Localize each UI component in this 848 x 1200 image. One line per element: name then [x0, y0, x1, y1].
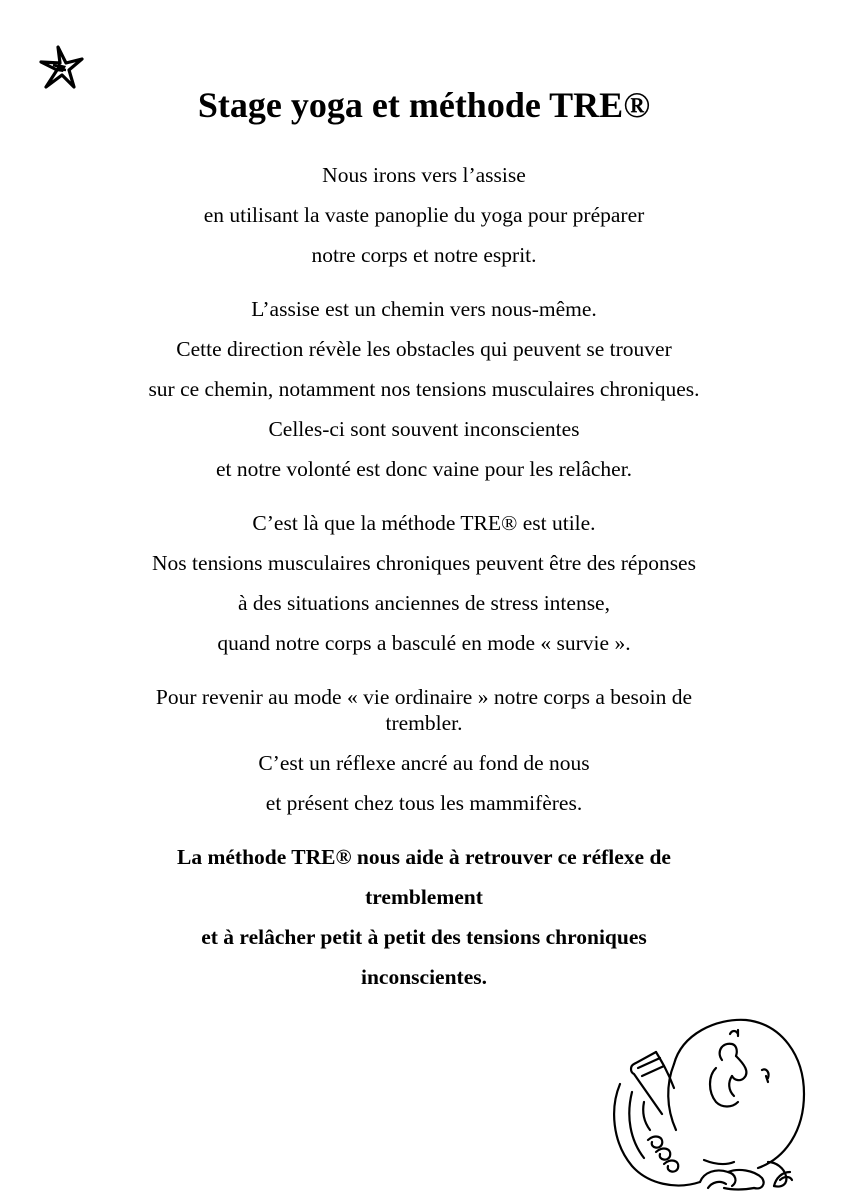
- text-line: inconscientes.: [360, 965, 487, 989]
- text-line: quand notre corps a basculé en mode « survie ».: [217, 631, 631, 655]
- text-line: Celles-ci sont souvent inconscientes: [268, 417, 580, 441]
- text-line: Nos tensions musculaires chroniques peuvent être des réponses: [152, 551, 696, 575]
- text-line: trembler.: [385, 711, 463, 735]
- paragraph-conclusion: [60, 837, 788, 997]
- paragraph-trembler: [60, 677, 788, 823]
- meditating-figure-illustration: [604, 1012, 814, 1192]
- text-line: Pour revenir au mode « vie ordinaire » notre corps a besoin de: [155, 685, 693, 709]
- text-line: Nous irons vers l’assise: [322, 163, 526, 187]
- text-line: C’est là que la méthode TRE® est utile.: [252, 511, 596, 535]
- text-line: et présent chez tous les mammifères.: [265, 791, 583, 815]
- text-line: La méthode TRE® nous aide à retrouver ce réflexe de: [177, 845, 671, 869]
- paragraph-intro: [60, 155, 788, 275]
- text-line: et à relâcher petit à petit des tensions chroniques: [201, 925, 647, 949]
- text-line: et notre volonté est donc vaine pour les relâcher.: [215, 457, 633, 481]
- text-line: tremblement: [365, 885, 483, 909]
- text-line: en utilisant la vaste panoplie du yoga pour préparer: [203, 203, 645, 227]
- paragraph-tre: [60, 503, 788, 663]
- text-line: notre corps et notre esprit.: [311, 243, 537, 267]
- text-line: à des situations anciennes de stress intense,: [238, 591, 610, 615]
- document-body: [60, 155, 788, 1011]
- paragraph-assise: [60, 289, 788, 489]
- page-title: Stage yoga et méthode TRE®: [197, 85, 651, 125]
- text-line: sur ce chemin, notamment nos tensions musculaires chroniques.: [148, 377, 700, 401]
- text-line: C’est un réflexe ancré au fond de nous: [258, 751, 590, 775]
- text-line: L’assise est un chemin vers nous-même.: [251, 297, 597, 321]
- text-line: Cette direction révèle les obstacles qui peuvent se trouver: [176, 337, 672, 361]
